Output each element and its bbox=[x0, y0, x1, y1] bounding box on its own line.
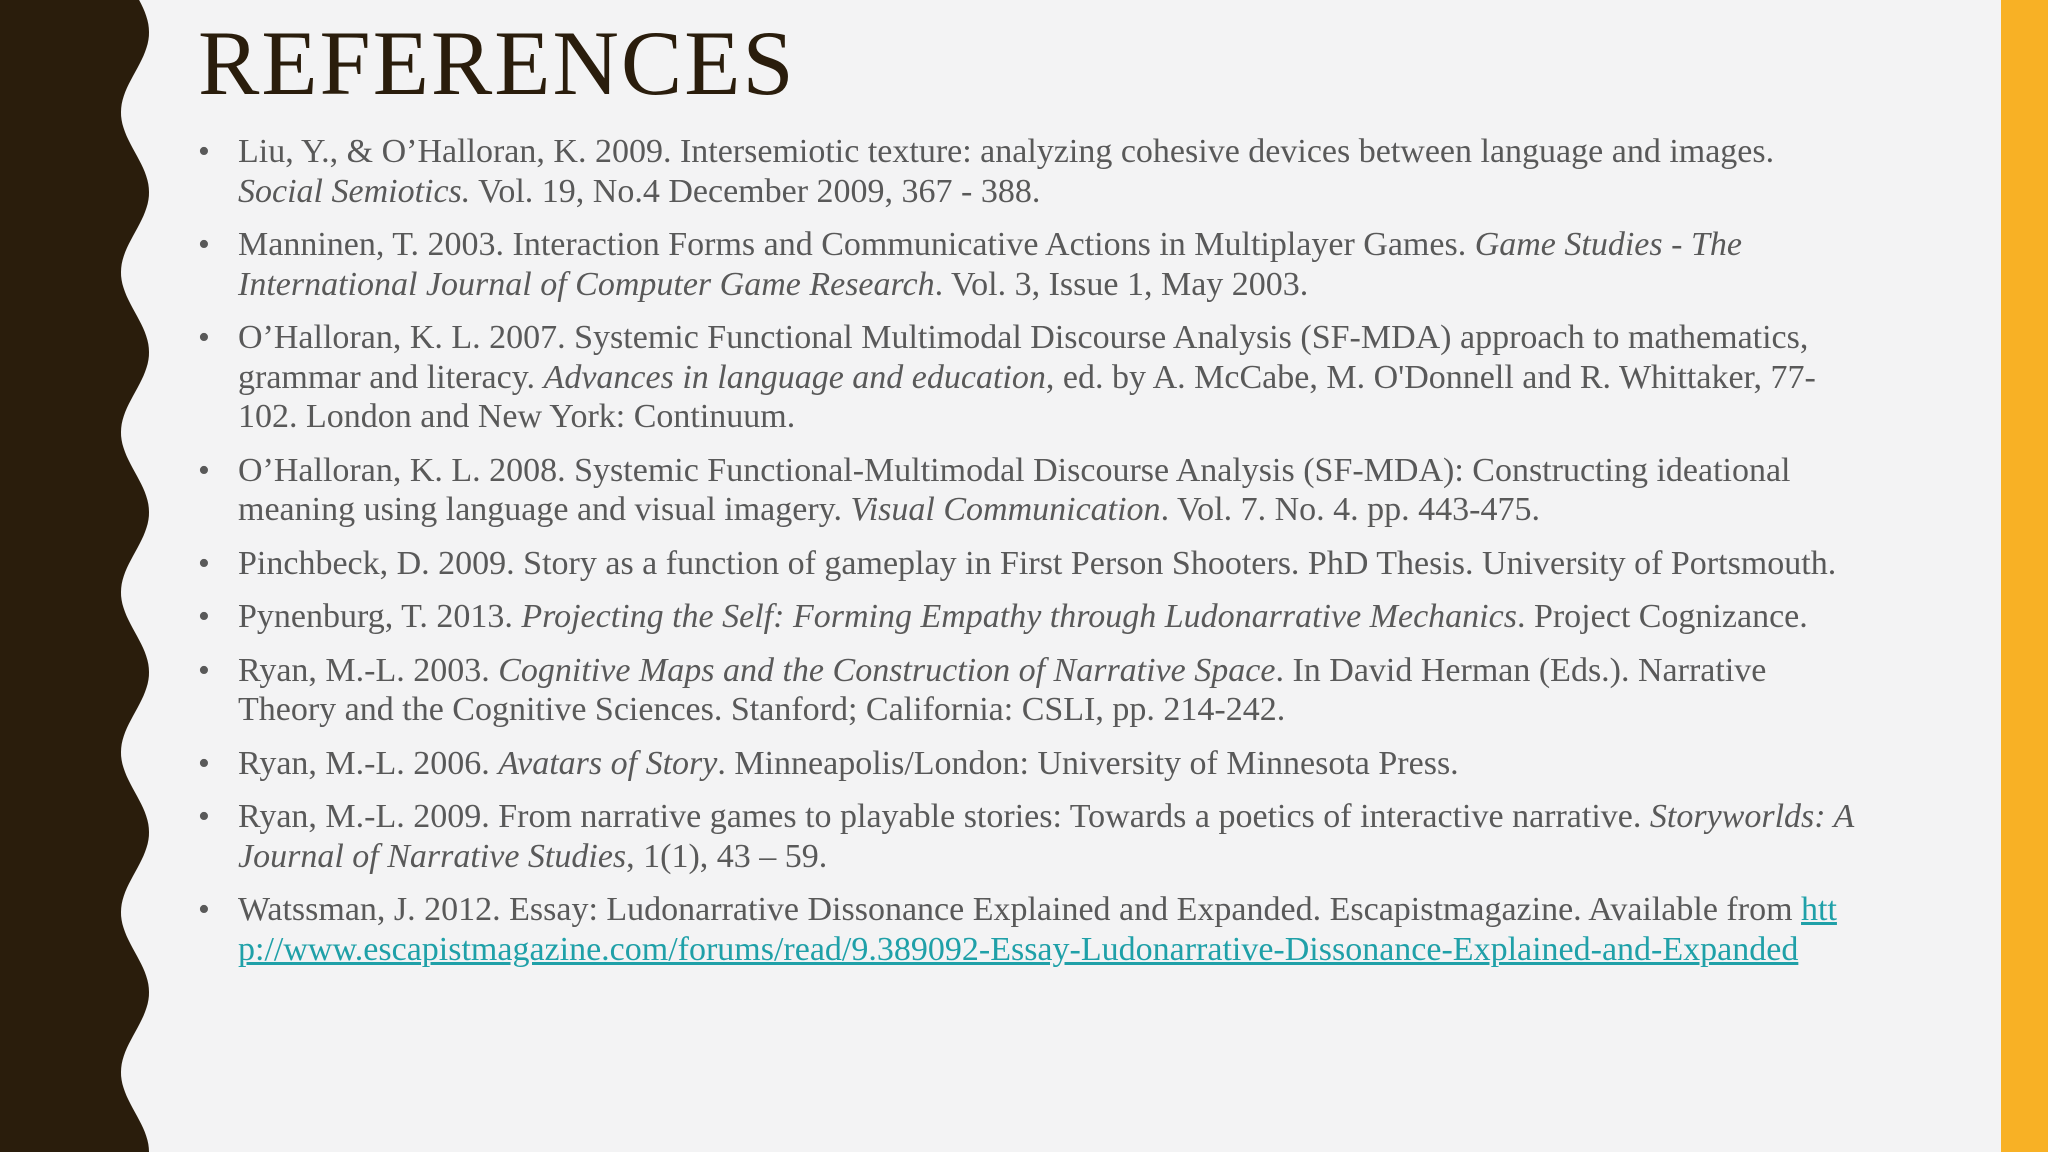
bullet-icon: • bbox=[198, 226, 210, 263]
bullet-icon: • bbox=[198, 744, 210, 782]
escapist-magazine-link[interactable]: http://www.escapistmagazine.com/forums/read/9.389092-Essay-Ludonarrative-Dissonance-Explained-and-Expanded bbox=[238, 891, 1837, 968]
bullet-icon: • bbox=[198, 133, 210, 170]
reference-item-ryan-2003: • Ryan, M.-L. 2003. Cognitive Maps and the Construction of Narrative Space. In David Herman (Eds.). Narrative Theory and the Cognitive Sciences. Stanford; California: CSLI, pp. 214-242. bbox=[198, 651, 1767, 728]
reference-item-watssman-2012: • Watssman, J. 2012. Essay: Ludonarrative Dissonance Explained and Expanded. Escapistmagazine. Available from http://www.escapistmagazine.com/forums/read/9.389092-Essay-Ludonarrative-Dissonance-Explained-and-Expanded bbox=[198, 891, 1837, 968]
reference-item-manninen-2003: • Manninen, T. 2003. Interaction Forms and Communicative Actions in Multiplayer Games. Game Studies - The International Journal of Computer Game Research. Vol. 3, Issue 1, May 2003. bbox=[198, 226, 1742, 303]
bullet-icon: • bbox=[198, 544, 210, 582]
bullet-icon: • bbox=[198, 798, 210, 835]
reference-item-ohalloran-2008: • O’Halloran, K. L. 2008. Systemic Functional-Multimodal Discourse Analysis (SF-MDA): Constructing ideational meaning using language and visual imagery. Visual Communication. Vol. 7. No. 4. pp. 443-475. bbox=[198, 451, 1791, 528]
bullet-icon: • bbox=[198, 598, 210, 635]
reference-item-pinchbeck-2009: • Pinchbeck, D. 2009. Story as a function of gameplay in First Person Shooters. PhD Thesis. University of Portsmouth. bbox=[198, 544, 1837, 582]
reference-item-ryan-2006: • Ryan, M.-L. 2006. Avatars of Story. Minneapolis/London: University of Minnesota Press. bbox=[198, 744, 1459, 782]
left-wave-band bbox=[0, 0, 160, 1152]
bullet-icon: • bbox=[198, 451, 210, 489]
reference-item-ryan-2009: • Ryan, M.-L. 2009. From narrative games to playable stories: Towards a poetics of interactive narrative. Storyworlds: A Journal of Narrative Studies, 1(1), 43 – 59. bbox=[198, 798, 1854, 875]
reference-item-pynenburg-2013: • Pynenburg, T. 2013. Projecting the Self: Forming Empathy through Ludonarrative Mechanics. Project Cognizance. bbox=[198, 598, 1808, 635]
slide-title: REFERENCES bbox=[198, 12, 796, 114]
reference-item-ohalloran-2007: • O’Halloran, K. L. 2007. Systemic Functional Multimodal Discourse Analysis (SF-MDA) approach to mathematics, grammar and literacy. Advances in language and education, ed. by A. McCabe, M. O'Donnell and R. Whittaker, 77-102. London and New York: Continuum. bbox=[198, 319, 1816, 435]
bullet-icon: • bbox=[198, 651, 210, 689]
reference-list bbox=[198, 132, 1858, 983]
reference-item-liu-2009: • Liu, Y., & O’Halloran, K. 2009. Intersemiotic texture: analyzing cohesive devices between language and images. Social Semiotics. Vol. 19, No.4 December 2009, 367 - 388. bbox=[198, 133, 1775, 210]
bullet-icon: • bbox=[198, 319, 210, 356]
bullet-icon: • bbox=[198, 891, 210, 928]
right-accent-bar bbox=[2001, 0, 2048, 1152]
